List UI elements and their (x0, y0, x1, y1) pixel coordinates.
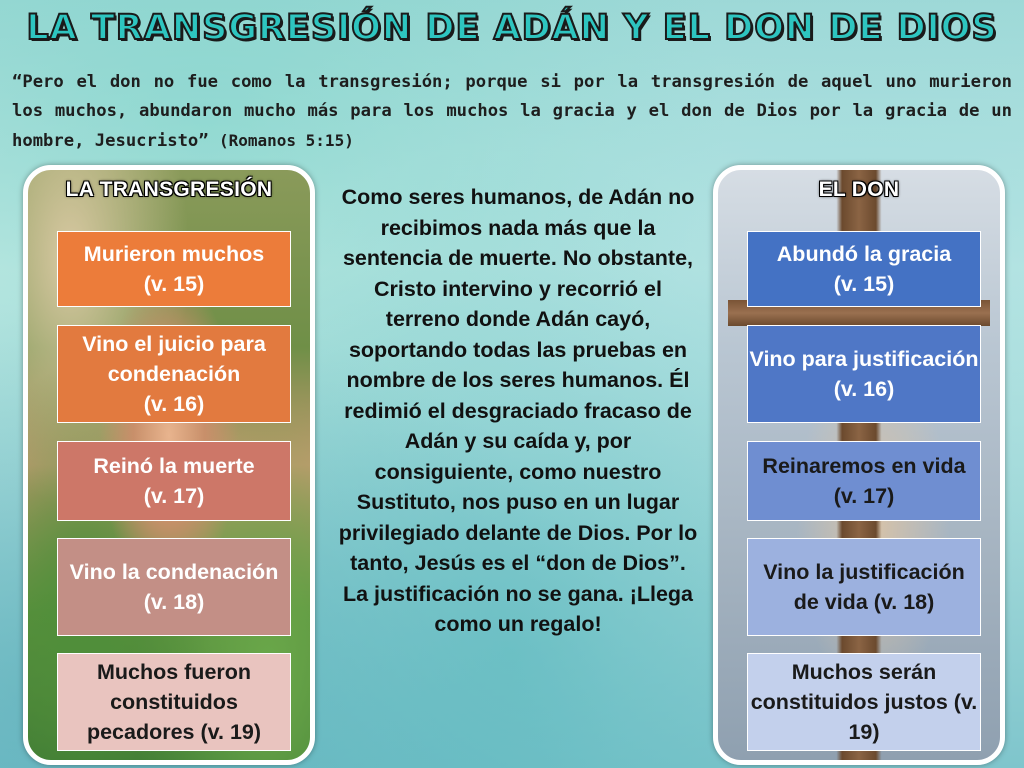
transgression-item: Reinó la muerte (v. 17) (57, 441, 291, 521)
transgression-heading: LA TRANSGRESIÓN (65, 178, 273, 201)
gift-heading: EL DON (818, 178, 900, 201)
gift-item: Vino para justificación (v. 16) (747, 325, 981, 423)
verse-quote: “Pero el don no fue como la transgresión; porque si por la transgresión de aquel uno murieron los muchos, abundaron mucho más para los muchos la gracia y el don de Dios por la gracia de un hombre, Jesucristo” (12, 72, 1012, 151)
verse-reference: (Romanos 5:15) (218, 131, 354, 150)
transgression-item: Vino la condenación (v. 18) (57, 538, 291, 636)
transgression-item: Murieron muchos (v. 15) (57, 231, 291, 307)
explanation-text (336, 182, 700, 640)
gift-panel (713, 165, 1005, 765)
explanation-conclusion: La justificación no se gana. ¡Llega como un regalo! (342, 581, 694, 636)
explanation-paragraph: Como seres humanos, de Adán no recibimos nada más que la sentencia de muerte. No obstante, Cristo intervino y recorrió el terreno donde Adán cayó, soportando todas las pruebas en nombre de los seres humanos. Él redimió el desgraciado fracaso de Adán y su caída y, por consiguiente, como nuestro Sustituto, nos puso en un lugar privilegiado delante de Dios. Por lo tanto, Jesús es el “don de Dios”. (338, 185, 698, 575)
page-title: LA TRANSGRESIÓN DE ADÁN Y EL DON DE DIOS (26, 8, 998, 48)
gift-item: Reinaremos en vida (v. 17) (747, 441, 981, 521)
gift-item: Vino la justificación de vida (v. 18) (747, 538, 981, 636)
transgression-panel (23, 165, 315, 765)
transgression-item: Vino el juicio para condenación (v. 16) (57, 325, 291, 423)
gift-item: Muchos serán constituidos justos (v. 19) (747, 653, 981, 751)
transgression-item: Muchos fueron constituidos pecadores (v. 19) (57, 653, 291, 751)
gift-item: Abundó la gracia (v. 15) (747, 231, 981, 307)
bible-verse (12, 68, 1012, 156)
